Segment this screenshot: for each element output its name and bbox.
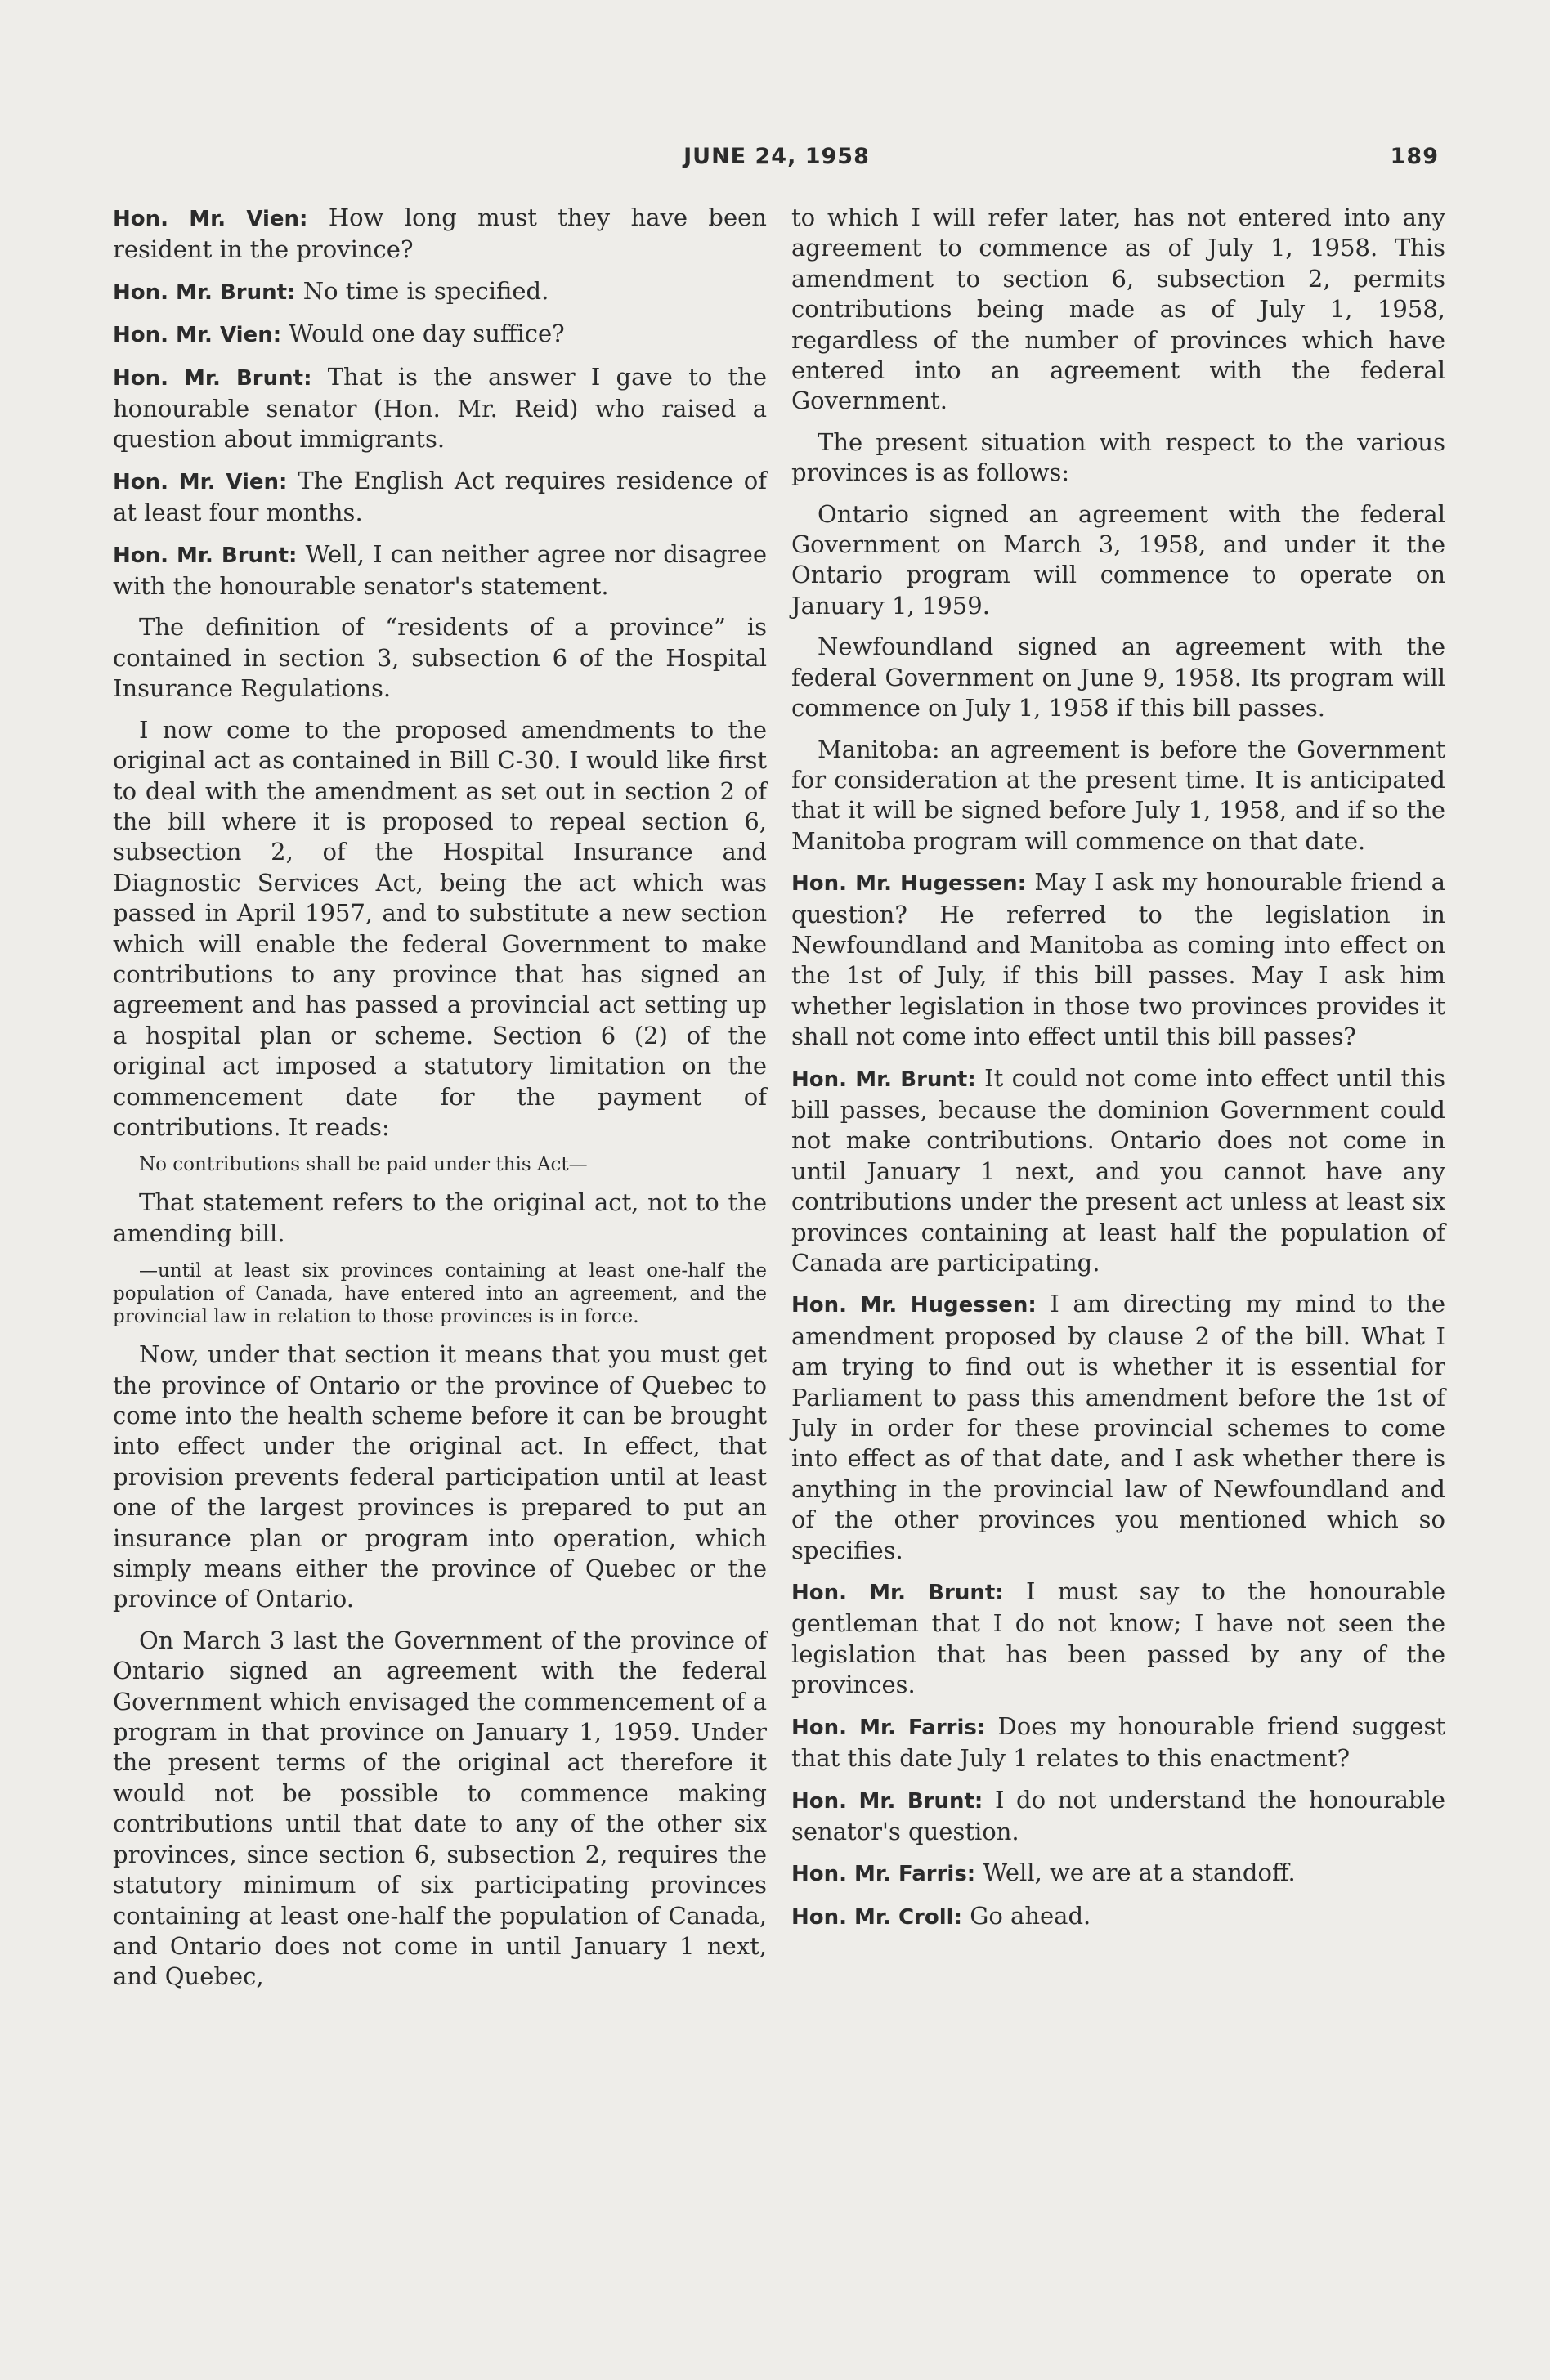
speech-text: Would one day suffice?: [289, 320, 565, 348]
speaker-name: Hon. Mr. Vien:: [113, 323, 282, 348]
speech-text: No time is specified.: [302, 276, 549, 305]
speaker-name: Hon. Mr. Farris:: [791, 1715, 986, 1740]
paragraph: [113, 319, 767, 351]
speech-text: That is the answer I gave to the honourable senator (Hon. Mr. Reid) who raised a question about immigrants.: [113, 362, 767, 454]
speech-text: Well, I can neither agree nor disagree with the honourable senator's statement.: [113, 539, 768, 601]
block-quote: —until at least six provinces containing at least one-half the population of Canada, have entered into an agreement, and the provincial law in relation to those provinces is in force.: [113, 1260, 767, 1328]
speech-text: Go ahead.: [970, 1901, 1091, 1930]
paragraph: The present situation with respect to the various provinces is as follows:: [791, 427, 1445, 487]
paragraph: [113, 466, 767, 529]
speech-text: How long must they have been resident in the province?: [113, 204, 767, 264]
paragraph: [113, 276, 767, 308]
paragraph: Now, under that section it means that you must get the province of Ontario or the province of Quebec to come into the health scheme before it can be brought into effect under the original act. In effect, that provision prevents federal participation until at least one of the largest provinces is prepared to put an insurance plan or program into operation, which simply means either the province of Quebec or the province of Ontario.: [113, 1340, 767, 1613]
speech-text: May I ask my honourable friend a question? He referred to the legislation in Newfoundland and Manitoba as coming into effect on the 1st of July, if this bill passes. May I ask him whether legislation in those two provinces provides it shall not come into effect until this bill passes?: [791, 868, 1446, 1051]
paragraph: Newfoundland signed an agreement with the federal Government on June 9, 1958. Its program will commence on July 1, 1958 if this bill passes.: [791, 633, 1445, 722]
speaker-name: Hon. Mr. Brunt:: [113, 543, 298, 568]
paragraph: to which I will refer later, has not entered into any agreement to commence as of July 1, 1958. This amendment to section 6, subsection 2, permits contributions being made as of July 1, 1958, regardless of the number of provinces which have entered into an agreement with the federal Government.: [791, 204, 1445, 415]
speech-text: It could not come into effect until this bill passes, because the dominion Government could not make contributions. Ontario does not come in until January 1 next, and you cannot have any contributions under the present act unless at least six provinces containing at least half the population of Canada are participating.: [791, 1063, 1446, 1277]
paragraph: [791, 1901, 1445, 1933]
paragraph: The definition of “residents of a province” is contained in section 3, subsection 6 of the Hospital Insurance Regulations.: [113, 613, 767, 703]
speech-text: I am directing my mind to the amendment proposed by clause 2 of the bill. What I am trying to find out is whether it is essential for Parliament to pass this amendment before the 1st of July in order for these provincial schemes to come into effect as of that date, and I ask whether there is anything in the provincial law of Newfoundland and of the other provinces you mentioned which so specifies.: [791, 1290, 1446, 1564]
paragraph: [113, 539, 767, 602]
paragraph: [791, 1785, 1445, 1848]
paragraph: [113, 362, 767, 455]
paragraph: [113, 203, 767, 266]
paragraph: [791, 867, 1445, 1052]
paragraph: [791, 1063, 1445, 1279]
paragraph: Manitoba: an agreement is before the Government for consideration at the present time. It is anticipated that it will be signed before July 1, 1958, and if so the Manitoba program will commence on that date.: [791, 735, 1445, 855]
speaker-name: Hon. Mr. Vien:: [113, 469, 288, 494]
speaker-name: Hon. Mr. Vien:: [113, 207, 308, 231]
speaker-name: Hon. Mr. Brunt:: [791, 1067, 976, 1092]
page-date: JUNE 24, 1958: [683, 144, 870, 169]
speaker-name: Hon. Mr. Hugessen:: [791, 1293, 1037, 1318]
speaker-name: Hon. Mr. Farris:: [791, 1862, 976, 1887]
paragraph: Ontario signed an agreement with the federal Government on March 3, 1958, and under it the Ontario program will commence to operate on January 1, 1959.: [791, 499, 1445, 620]
speaker-name: Hon. Mr. Croll:: [791, 1904, 962, 1930]
paragraph: [791, 1289, 1445, 1566]
speech-text: Does my honourable friend suggest that this date July 1 relates to this enactment?: [791, 1711, 1445, 1773]
speech-text: I must say to the honourable gentleman that I do not know; I have not seen the legislation that has been passed by any of the provinces.: [791, 1577, 1446, 1699]
speaker-name: Hon. Mr. Brunt:: [791, 1581, 1004, 1606]
paragraph: [791, 1858, 1445, 1890]
speaker-name: Hon. Mr. Brunt:: [113, 280, 296, 305]
page-header: [114, 144, 1439, 177]
right-column: [791, 203, 1445, 1944]
paragraph: [791, 1577, 1445, 1701]
block-quote: No contributions shall be paid under this Act—: [139, 1154, 588, 1176]
speaker-name: Hon. Mr. Brunt:: [791, 1788, 983, 1814]
speech-text: The English Act requires residence of at least four months.: [113, 466, 768, 527]
speaker-name: Hon. Mr. Hugessen:: [791, 871, 1027, 897]
speaker-name: Hon. Mr. Brunt:: [113, 365, 312, 391]
paragraph: On March 3 last the Government of the province of Ontario signed an agreement with the federal Government which envisaged the commencement of a program in that province on January 1, 1959. Under the present terms of the original act therefore it would not be possible to commence making contributions until that date to any of the other six provinces, since section 6, subsection 2, requires the statutory minimum of six participating provinces containing at least one-half the population of Canada, and Ontario does not come in until January 1 next, and Quebec,: [113, 1626, 767, 1991]
paragraph: [791, 1711, 1445, 1774]
paragraph: That statement refers to the original act, not to the amending bill.: [113, 1188, 767, 1247]
paragraph: I now come to the proposed amendments to the original act as contained in Bill C-30. I would like first to deal with the amendment as set out in section 2 of the bill where it is proposed to repeal section 6, subsection 2, of the Hospital Insurance and Diagnostic Services Act, being the act which was passed in April 1957, and to substitute a new section which will enable the federal Government to make contributions to any province that has signed an agreement and has passed a provincial act setting up a hospital plan or scheme. Section 6 (2) of the original act imposed a statutory limitation on the commencement date for the payment of contributions. It reads:: [113, 715, 767, 1141]
speech-text: I do not understand the honourable senator's question.: [791, 1785, 1446, 1845]
page-number: 189: [1390, 144, 1439, 169]
speech-text: Well, we are at a standoff.: [983, 1859, 1296, 1887]
left-column: [113, 203, 767, 2003]
